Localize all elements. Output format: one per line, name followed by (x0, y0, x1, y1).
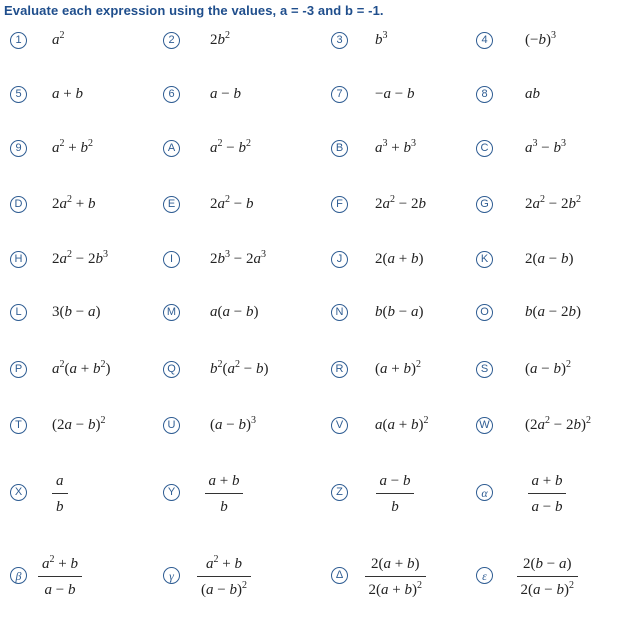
math-expression: $2a^2 + b$ (52, 193, 96, 212)
math-expression: $a^3 + b^3$ (375, 137, 416, 156)
fraction-denominator: $(a - b)^2$ (201, 579, 247, 598)
fraction-denominator: $2(a + b)^2$ (368, 579, 422, 598)
math-expression: $b^2(a^2 - b)$ (210, 358, 269, 377)
math-expression: 2(a − b) (525, 250, 574, 267)
fraction-numerator: a + b (531, 472, 563, 489)
problem-number-badge: S (476, 361, 493, 378)
fraction-numerator: 2(b − a) (523, 555, 572, 572)
problem-number-badge: G (476, 196, 493, 213)
problem-number-badge: Y (163, 484, 180, 501)
fraction-expression (365, 556, 426, 599)
math-expression: a − b (210, 85, 241, 102)
fraction-numerator: $a^2 + b$ (42, 553, 78, 572)
problem-number-badge: 8 (476, 86, 493, 103)
problem-number-badge: F (331, 196, 348, 213)
math-expression: $(a - b)^3$ (210, 414, 256, 433)
math-expression: $a^3 - b^3$ (525, 137, 566, 156)
problem-number-badge: I (163, 251, 180, 268)
fraction-expression (38, 553, 82, 599)
math-expression: a + b (52, 85, 83, 102)
fraction-denominator: a − b (44, 581, 76, 598)
fraction-denominator: a − b (531, 498, 563, 515)
problem-number-badge: L (10, 304, 27, 321)
math-expression: $a^2 - b^2$ (210, 137, 251, 156)
problem-number-badge: 3 (331, 32, 348, 49)
problem-number-badge: ε (476, 567, 493, 584)
fraction-numerator: a − b (379, 472, 411, 489)
math-expression: $2a^2 - 2b^2$ (525, 193, 581, 212)
fraction-expression (205, 473, 244, 516)
problem-number-badge: A (163, 140, 180, 157)
problem-number-badge: K (476, 251, 493, 268)
problem-number-badge: 6 (163, 86, 180, 103)
fraction-expression (528, 473, 567, 516)
problem-number-badge: 4 (476, 32, 493, 49)
problem-number-badge: C (476, 140, 493, 157)
math-expression: 2(a + b) (375, 250, 424, 267)
fraction-denominator: b (56, 498, 64, 515)
math-expression: $2b^2$ (210, 29, 230, 48)
fraction-numerator: $a^2 + b$ (206, 553, 242, 572)
math-expression: $a^2$ (52, 29, 65, 48)
problem-number-badge: M (163, 304, 180, 321)
problem-number-badge: J (331, 251, 348, 268)
problem-number-badge: R (331, 361, 348, 378)
math-expression: 3(b − a) (52, 303, 101, 320)
fraction-denominator: b (391, 498, 399, 515)
problem-number-badge: X (10, 484, 27, 501)
problem-number-badge: H (10, 251, 27, 268)
problem-number-badge: 1 (10, 32, 27, 49)
problem-number-badge: 9 (10, 140, 27, 157)
math-expression: $(2a^2 - 2b)^2$ (525, 414, 591, 433)
problem-number-badge: 7 (331, 86, 348, 103)
math-expression: $a^2(a + b^2)$ (52, 358, 111, 377)
fraction-expression (52, 473, 68, 516)
math-expression: $(2a - b)^2$ (52, 414, 106, 433)
problem-number-badge: V (331, 417, 348, 434)
problem-number-badge: Q (163, 361, 180, 378)
problem-number-badge: 5 (10, 86, 27, 103)
fraction-denominator: $2(a - b)^2$ (520, 579, 574, 598)
math-expression: $(-b)^3$ (525, 29, 556, 48)
problem-number-badge: Δ (331, 567, 348, 584)
math-expression: a(a − b) (210, 303, 259, 320)
math-expression: $2b^3 - 2a^3$ (210, 248, 266, 267)
math-expression: $a^2 + b^2$ (52, 137, 93, 156)
problem-number-badge: 2 (163, 32, 180, 49)
problem-number-badge: B (331, 140, 348, 157)
problem-number-badge: β (10, 567, 27, 584)
math-expression: $a(a + b)^2$ (375, 414, 429, 433)
problem-number-badge: Z (331, 484, 348, 501)
problem-number-badge: P (10, 361, 27, 378)
problem-number-badge: D (10, 196, 27, 213)
math-expression: b(a − 2b) (525, 303, 581, 320)
math-expression: $2a^2 - 2b$ (375, 193, 426, 212)
fraction-denominator: b (220, 498, 228, 515)
problem-number-badge: N (331, 304, 348, 321)
problem-number-badge: γ (163, 567, 180, 584)
math-expression: $2a^2 - 2b^3$ (52, 248, 108, 267)
math-expression: $(a - b)^2$ (525, 358, 571, 377)
fraction-numerator: a (56, 472, 64, 489)
math-expression: $2a^2 - b$ (210, 193, 254, 212)
problem-number-badge: E (163, 196, 180, 213)
problem-number-badge: O (476, 304, 493, 321)
math-expression: −a − b (375, 85, 415, 102)
problem-number-badge: U (163, 417, 180, 434)
fraction-numerator: a + b (208, 472, 240, 489)
fraction-expression (517, 556, 578, 599)
math-expression: $b^3$ (375, 29, 388, 48)
worksheet-title: Evaluate each expression using the values, a = -3 and b = -1. (4, 3, 384, 18)
math-expression: ab (525, 85, 540, 102)
problem-number-badge: W (476, 417, 493, 434)
math-expression: $(a + b)^2$ (375, 358, 421, 377)
fraction-numerator: 2(a + b) (371, 555, 420, 572)
fraction-expression (376, 473, 415, 516)
math-expression: b(b − a) (375, 303, 424, 320)
problem-number-badge: α (476, 484, 493, 501)
fraction-expression (197, 553, 251, 599)
problem-number-badge: T (10, 417, 27, 434)
